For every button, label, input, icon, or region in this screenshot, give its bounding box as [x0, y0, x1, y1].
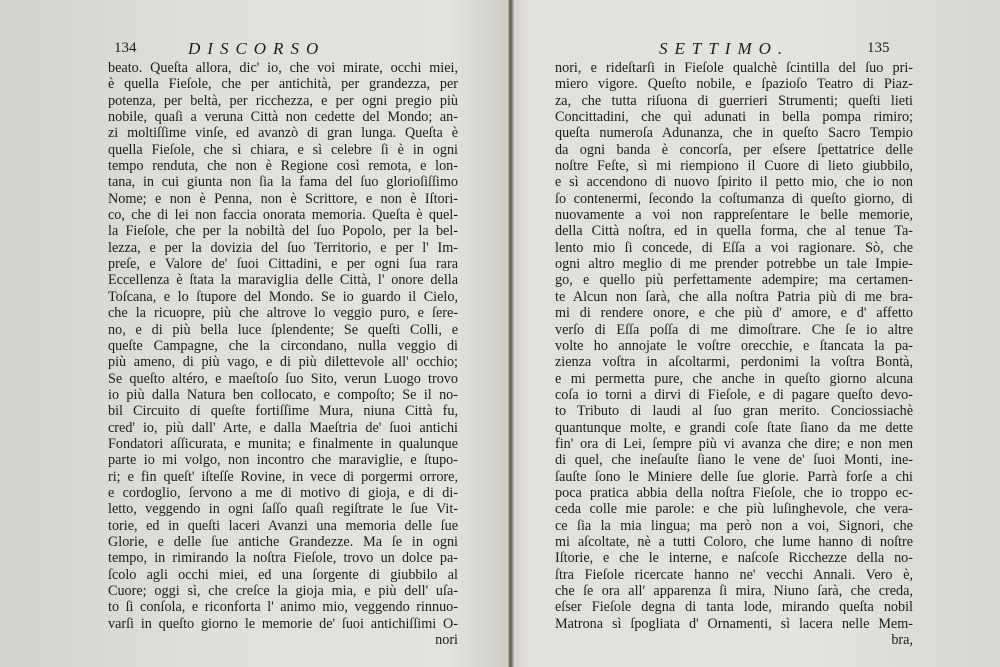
text-line: Nome; e non è Penna, non è Scrittore, e non è Iſtori-	[108, 190, 458, 207]
right-page	[555, 38, 913, 648]
text-line: queſte Campagne, che la circondano, nulla veggio di	[108, 337, 458, 354]
text-line: no, e di più bella luce ſplendente; Se queſti Colli, e	[108, 321, 458, 338]
text-line: Fondatori aſſicurata, e munita; e finalmente in qualunque	[108, 435, 458, 452]
text-line: mi aſcoltate, nè a tutti Coloro, che lume hanno di noſtre	[555, 533, 913, 550]
book-gutter	[508, 0, 514, 667]
text-line: queſta numeroſa Adunanza, che in queſto Sacro Tempio	[555, 125, 913, 142]
text-line: torie, ed in queſti laceri Avanzi una memoria delle ſue	[108, 517, 458, 534]
text-line: ce ſia la mia lingua; ma però non a voi, Signori, che	[555, 517, 913, 534]
text-line: beato. Queſta allora, dic' io, che voi mirate, occhi miei,	[108, 60, 458, 76]
text-line: Iſtorie, e che le interne, e naſcoſe Ricchezze della no-	[555, 550, 913, 567]
text-line: poca pratica abbia della noſtra Fieſole, che io troppo ec-	[555, 484, 913, 501]
text-line: parte io mi volgo, non incontro che maraviglie, e ſtupo-	[108, 452, 458, 469]
text-line: e sì accendono di nuovo ſpirito il petto mio, che io non	[555, 174, 913, 191]
text-line: Concittadini, che quì adunati in bella pompa rimiro;	[555, 109, 913, 126]
text-line: coſa io torni a dirvi di Fieſole, e di pagare queſto devo-	[555, 386, 913, 403]
left-page	[108, 38, 458, 648]
text-line: che ſe ora all' apparenza ſi mira, Niuno ſarà, che creda,	[555, 583, 913, 599]
text-line: co, che di lei non faccia onorata memoria. Queſta è quel-	[108, 207, 458, 224]
text-line: verſo di Eſſa poſſa di me dimoſtrare. Che ſe io altre	[555, 321, 913, 338]
text-line: Matrona sì ſpogliata d' Ornamenti, sì lacera nelle Mem-	[555, 615, 913, 632]
left-page-text	[108, 60, 458, 648]
text-line: to ſi conſola, e riconforta l' animo mio, veggendo rinnuo-	[108, 599, 458, 616]
text-line: è quella Fieſole, che per antichità, per grandezza, per	[108, 76, 458, 93]
text-line: letto, veggendo in ogni ſaſſo quaſi regiſtrate le ſue Vit-	[108, 501, 458, 518]
text-line: tempo, in rimirando la noſtra Fieſole, trovo un dolce pa-	[108, 550, 458, 567]
left-running-title: DISCORSO	[188, 39, 326, 58]
text-line: nobile, quaſi a veruna Città non cedette del Mondo; an-	[108, 109, 458, 126]
text-line: tempo renduta, che non è Regione così remota, e lon-	[108, 158, 458, 175]
text-line: la Fieſole, che per la nobiltà del ſuo Popolo, per la bel-	[108, 223, 458, 240]
text-line: io più dalla Natura ben collocato, e compoſto; Se il no-	[108, 386, 458, 403]
text-line: ſtra Fieſole ricercate hanno ne' vecchi Annali. Vero è,	[555, 566, 913, 583]
text-line: Cuore; oggi sì, che creſce la gioja mia, e più dell' uſa-	[108, 583, 458, 599]
right-page-number: 135	[867, 40, 890, 56]
text-line: cred' io, più dall' Arte, e dalla Maeſtria de' ſuoi antichi	[108, 419, 458, 436]
text-line: della Città noſtra, ed in quella forma, che al tenue Ta-	[555, 223, 913, 240]
text-line: noſtre Feſte, sì mi riempiono il Cuore di lieto giubbilo,	[555, 158, 913, 175]
text-line: za, che tutta riſuona di guerrieri Strumenti; queſti lieti	[555, 92, 913, 109]
text-line: Glorie, e delle ſue antiche Grandezze. Ma ſe in ogni	[108, 533, 458, 550]
right-running-title: SETTIMO.	[659, 39, 790, 58]
text-line: te Alcun non ſarà, che alla noſtra Patria più di me bra-	[555, 288, 913, 305]
text-line: lezza, e per la dovizia del ſuo Territorio, e per l' Im-	[108, 239, 458, 256]
text-line: quella Fieſole, che sì chiara, e sì celebre ſi è in ogni	[108, 141, 458, 158]
text-line: nuovamente a voi non rappreſentare le belle memorie,	[555, 207, 913, 224]
left-running-head	[108, 38, 458, 60]
text-line: ſo contenermi, ſecondo la coſtumanza di queſto giorno, di	[555, 190, 913, 207]
text-line: e mi permetta pure, che anche in queſto giorno alcuna	[555, 370, 913, 387]
text-line: Eccellenza è ſtata la maraviglia delle Città, l' onore della	[108, 272, 458, 289]
text-line: quantunque molte, e grandi coſe ſtate ſiano da me dette	[555, 419, 913, 436]
text-line: ceda colle mie parole: e che più luſinghevole, che vera-	[555, 501, 913, 518]
text-line: preſe, e Valore de' ſuoi Cittadini, e per ogni ſua rara	[108, 256, 458, 273]
text-line: che la ricuopre, più che altrove lo veggio puro, e ſere-	[108, 305, 458, 322]
text-line: varſi in queſto giorno le memorie de' ſuoi antichiſſimi O-	[108, 615, 458, 632]
right-page-text	[555, 60, 913, 648]
text-line: Se queſto altéro, e maeſtoſo ſuo Sito, verun Luogo trovo	[108, 370, 458, 387]
text-line: zienza voſtra in aſcoltarmi, perdonimi la voſtra Bontà,	[555, 354, 913, 371]
text-line: tana, in cui giunta non ſia la fama del ſuo glorioſiſſimo	[108, 174, 458, 191]
text-line: volte ho annojate le voſtre orecchie, e ſtancata la pa-	[555, 337, 913, 354]
text-line: eſser Fieſole degna di tanta lode, mirando queſta nobil	[555, 599, 913, 616]
catchword: bra,	[891, 632, 913, 649]
text-line: mi di rendere onore, e che più d' amore, e d' affetto	[555, 305, 913, 322]
text-line: to Tributo di laudi al ſuo gran merito. Conciossiachè	[555, 403, 913, 420]
text-line: nori, e rideſtarſi in Fieſole qualchè ſcintilla del ſuo pri-	[555, 60, 913, 76]
text-line: lento mio ſi concede, di Eſſa a voi ragionare. Sò, che	[555, 239, 913, 256]
text-line: miero vigore. Queſto nobile, e ſpazioſo Teatro di Piaz-	[555, 76, 913, 93]
text-line: ſauſte ſono le Miniere delle ſue glorie. Parrà forſe a chi	[555, 468, 913, 485]
text-line: ogni altro meglio di me prender potrebbe un tale Impie-	[555, 256, 913, 273]
text-line: Toſcana, e lo ſtupore del Mondo. Se io guardo il Cielo,	[108, 288, 458, 305]
text-line: da ogni banda è concorſa, per eſsere ſpettatrice delle	[555, 141, 913, 158]
left-page-number: 134	[114, 40, 137, 56]
text-line: fin' ora di Lei, ſempre più vi avanza che dire; e non men	[555, 435, 913, 452]
text-line: zi moltiſſime vinſe, ed avanzò di gran lunga. Queſta è	[108, 125, 458, 142]
right-running-head	[555, 38, 913, 60]
text-line: più ameno, di più vago, e di più dilettevole all' occhio;	[108, 354, 458, 371]
text-line: di quel, che ineſauſte ſiano le vene de' ſuoi Monti, ine-	[555, 452, 913, 469]
text-line: potenza, per beltà, per ricchezza, e per ogni pregio più	[108, 92, 458, 109]
catchword: nori	[435, 632, 458, 649]
text-line: ſcolo agli occhi miei, ed una ſorgente di giubbilo al	[108, 566, 458, 583]
text-line: ri; e fin queſt' iſteſſe Rovine, in vece di porgermi orrore,	[108, 468, 458, 485]
text-line: bil Circuito di queſte fortiſſime Mura, niuna Città fu,	[108, 403, 458, 420]
text-line: e cordoglio, ſervono a me di motivo di gioja, e di di-	[108, 484, 458, 501]
text-line: go, e quello più perfettamente adempire; ma certamen-	[555, 272, 913, 289]
